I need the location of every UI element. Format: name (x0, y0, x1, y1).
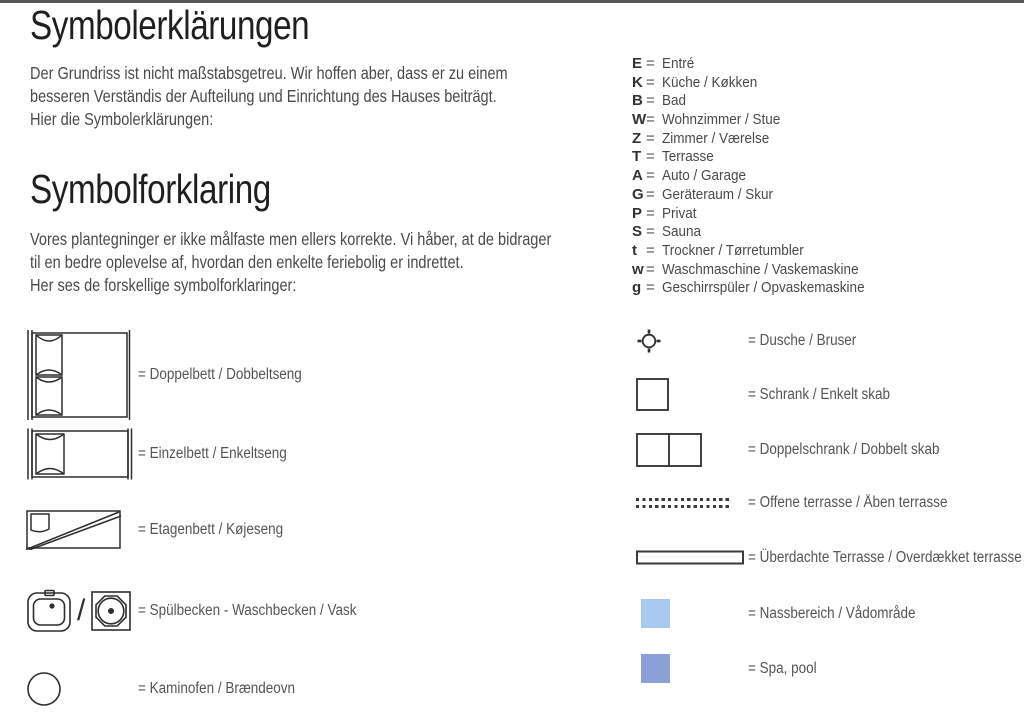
equals-sign: = (646, 241, 655, 259)
equals-sign: = (646, 185, 655, 203)
abbreviation-row (632, 279, 887, 298)
abbreviation-row (632, 167, 887, 186)
open-terrace-icon (632, 498, 748, 507)
abbreviation-label: Sauna (662, 223, 702, 241)
slash-separator: / (77, 594, 86, 627)
abbreviation-letter: E (632, 55, 643, 72)
legend-label: = Nassbereich / Vådområde (748, 604, 916, 622)
abbreviation-row (632, 205, 887, 224)
legend-row-shower (632, 326, 872, 356)
abbreviation-label: Entré (662, 55, 695, 72)
abbreviation-row (632, 186, 887, 205)
abbreviation-letter: Z (632, 129, 642, 147)
abbreviation-label: Trockner / Tørretumbler (662, 241, 804, 259)
danish-intro-line: Vores plantegninger er ikke målfaste men ellers korrekte. Vi håber, at de bidrager (30, 229, 552, 249)
legend-label: = Überdachte Terrasse / Overdækket terrasse (748, 548, 1022, 566)
german-intro-line: Der Grundriss ist nicht maßstabsgetreu. Wir hoffen aber, dass er zu einem (30, 63, 508, 83)
danish-title: Symbolforklaring (30, 166, 271, 212)
abbreviation-letter: P (632, 204, 643, 222)
legend-row-single-bed (26, 428, 309, 480)
danish-intro-line: Her ses de forskellige symbolforklaringer: (30, 275, 297, 296)
equals-sign: = (646, 148, 655, 166)
german-intro-line: besseren Verständis der Aufteilung und Einrichtung des Hauses beiträgt. (30, 86, 497, 107)
shower-icon (632, 328, 748, 354)
abbreviation-letter: G (632, 185, 644, 203)
covered-terrace-icon (632, 550, 748, 565)
abbreviation-row (632, 148, 887, 167)
abbreviation-label: Küche / Køkken (662, 73, 758, 91)
legend-row-open-terrace (632, 495, 977, 511)
abbreviation-row (632, 55, 887, 74)
german-intro (30, 62, 605, 132)
abbreviation-letter: T (632, 148, 642, 166)
legend-label: = Kaminofen / Brændeovn (138, 680, 296, 697)
legend-row-cabinet (632, 378, 911, 411)
equals-sign: = (646, 204, 655, 222)
abbreviation-row (632, 242, 887, 261)
legend-row-spa-pool (632, 654, 827, 683)
legend-label: = Spa, pool (748, 659, 817, 677)
abbreviation-row (632, 130, 887, 149)
legend-row-sink (26, 586, 389, 636)
legend-label: = Spülbecken - Waschbecken / Vask (138, 602, 357, 619)
abbreviation-letter: B (632, 92, 643, 110)
abbreviation-label: Geräteraum / Skur (662, 185, 774, 203)
sink-icons-group (26, 589, 138, 633)
danish-intro-line: til en bedre oplevelse af, hvordan den enkelte feriebolig er indrettet. (30, 252, 464, 273)
abbreviation-letter: w (632, 260, 644, 278)
equals-sign: = (646, 92, 655, 110)
single-bed-icon (26, 428, 138, 480)
legend-row-covered-terrace (632, 550, 1024, 565)
legend-row-wet-area (632, 599, 941, 628)
equals-sign: = (646, 55, 655, 72)
abbreviation-label: Auto / Garage (662, 167, 747, 185)
abbreviation-row (632, 74, 887, 93)
kitchen-sink-icon (26, 589, 72, 633)
legend-label: = Etagenbett / Køjeseng (138, 521, 284, 538)
spa-pool-swatch (641, 654, 670, 683)
legend-row-double-cabinet (632, 433, 968, 467)
equals-sign: = (646, 129, 655, 147)
equals-sign: = (646, 260, 655, 278)
abbreviation-letter: A (632, 167, 643, 185)
abbreviation-label: Wohnzimmer / Stue (662, 111, 781, 129)
wet-area-swatch (641, 599, 670, 628)
abbreviation-letter: g (632, 279, 642, 297)
double-cabinet-icon (632, 433, 748, 467)
abbreviation-letter: t (632, 241, 637, 259)
german-title: Symbolerklärungen (30, 2, 310, 48)
legend-row-bunk-bed (26, 509, 305, 551)
abbreviation-row (632, 111, 887, 130)
single-cabinet-icon (632, 378, 748, 411)
abbreviation-label: Zimmer / Værelse (662, 129, 770, 147)
german-intro-line: Hier die Symbolerklärungen: (30, 109, 214, 130)
abbreviation-label: Waschmaschine / Vaskemaskine (662, 260, 859, 278)
legend-label: = Dusche / Bruser (748, 332, 857, 349)
abbreviation-letter: K (632, 73, 643, 91)
legend-label: = Offene terrasse / Åben terrasse (748, 494, 948, 511)
equals-sign: = (646, 167, 655, 185)
legend-label: = Schrank / Enkelt skab (748, 385, 891, 403)
abbreviation-label: Geschirrspüler / Opvaskemaskine (662, 279, 865, 297)
double-bed-icon (26, 329, 138, 421)
abbreviation-letter: S (632, 223, 643, 241)
legend-row-stove (26, 671, 319, 707)
equals-sign: = (646, 73, 655, 91)
abbreviation-label: Privat (662, 204, 697, 222)
wood-stove-icon (26, 671, 138, 707)
abbreviation-list (632, 55, 887, 298)
legend-label: = Einzelbett / Enkeltseng (138, 445, 287, 462)
legend-row-double-bed (26, 330, 326, 420)
abbreviation-letter: W (632, 111, 647, 129)
bunk-bed-icon (26, 510, 138, 550)
abbreviation-label: Terrasse (662, 148, 714, 166)
equals-sign: = (646, 279, 655, 297)
abbreviation-row (632, 223, 887, 242)
legend-label: = Doppelschrank / Dobbelt skab (748, 441, 940, 458)
equals-sign: = (646, 223, 655, 241)
washbasin-icon (90, 590, 132, 632)
danish-intro (30, 228, 658, 298)
abbreviation-row (632, 92, 887, 111)
equals-sign: = (646, 111, 655, 129)
abbreviation-row (632, 261, 887, 280)
legend-label: = Doppelbett / Dobbeltseng (138, 366, 302, 383)
abbreviation-label: Bad (662, 92, 687, 110)
